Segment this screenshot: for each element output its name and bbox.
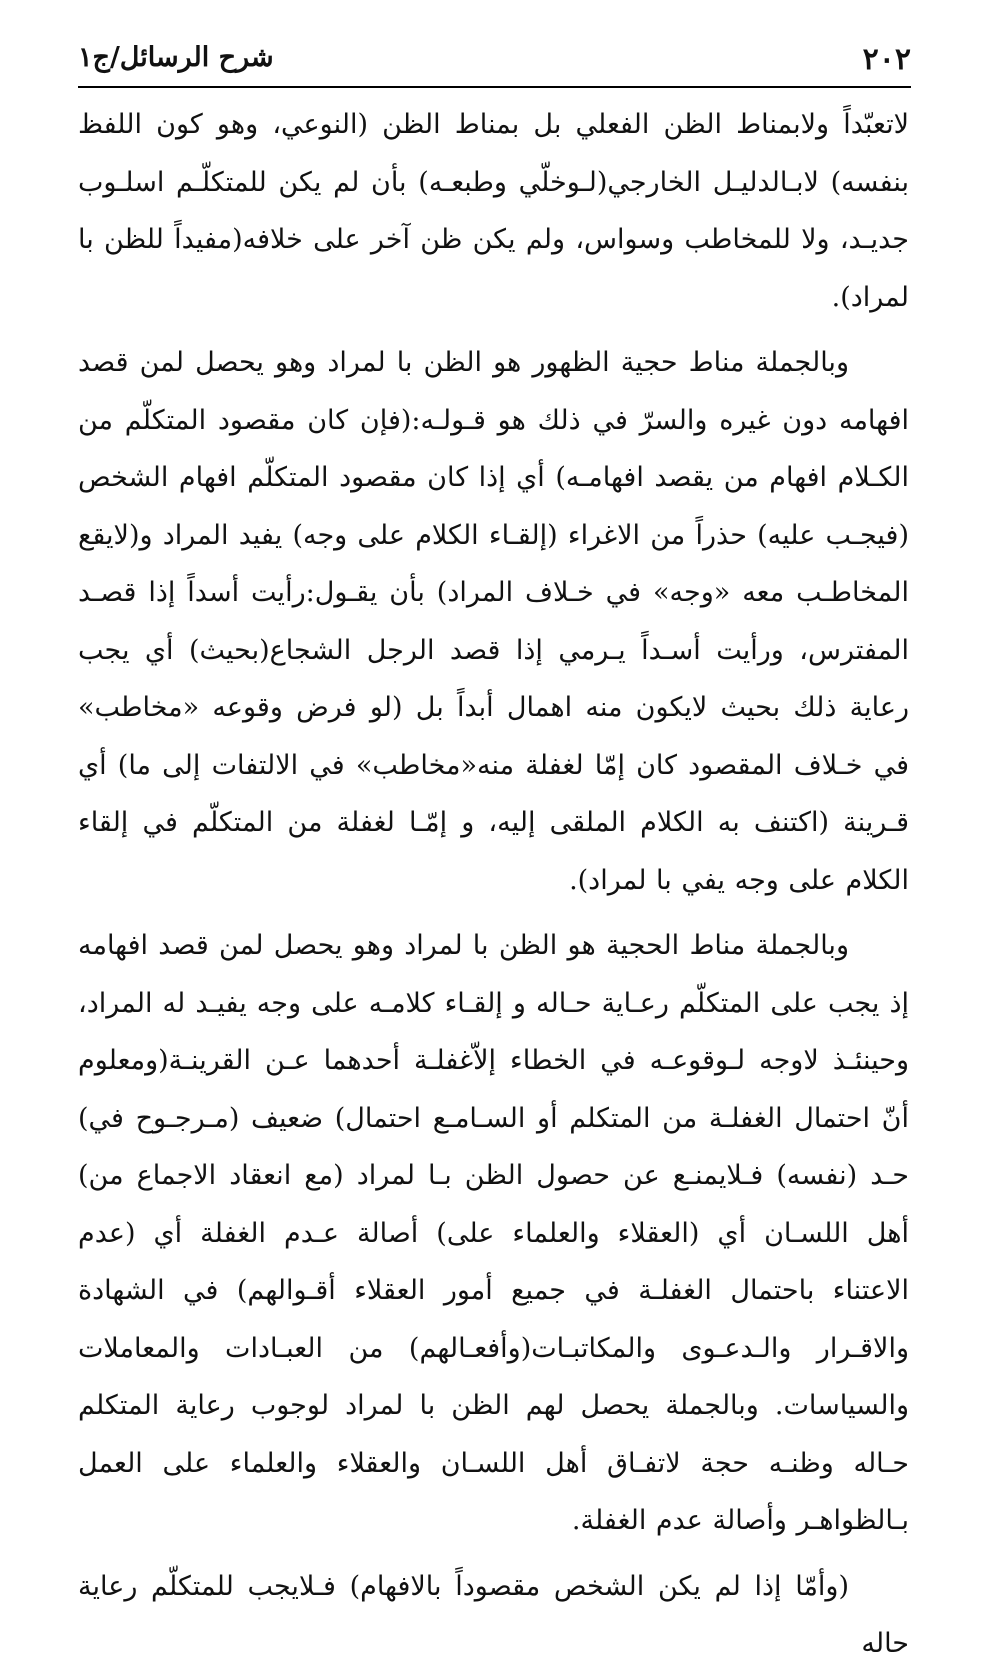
- paragraph-4: (وأمّا إذا لم يكن الشخص مقصوداً بالافهام) فـلايجب للمتكلّم رعاية حاله: [78, 1570, 909, 1659]
- body-text: [78, 96, 909, 1673]
- header-divider: [78, 86, 911, 88]
- paragraph-3: وبالجملة مناط الحجية هو الظن با لمراد وهو يحصل لمن قصد افهامه إذ يجب على المتكلّم رعـاية حـاله و إلقـاء كلامـه على وجه يفيـد له المراد، وحينئـذ لاوجه لـوقوعـه في الخطاء إلاّغفلـة أحدهما عـن القرينـة(ومعلوم أنّ احتمال الغفلـة من المتكلم أو السـامـع احتمال) ضعيف (مـرجـوح في) حـد (نفسه) فـلايمنـع عن حصول الظن بـا لمراد (مع انعقاد الاجماع من) أهل اللسـان أي (العقلاء والعلماء على) أصالة عـدم الغفلة أي (عدم الاعتناء باحتمال الغفلـة في جميع أمور العقلاء أقـوالهم) في الشهادة والاقـرار والـدعـوى والمكاتبـات(وأفعـالهم) من العبـادات والمعاملات والسياسات. وبالجملة يحصل لهم الظن با لمراد لوجوب رعاية المتكلم حـاله وظنـه حجة لاتفـاق أهل اللسـان والعقلاء والعلماء على العمل بـالظواهـر وأصالة عدم الغفلة.: [78, 930, 909, 1536]
- running-title: شرح الرسائل/ج١: [78, 42, 274, 73]
- paragraph-1: لاتعبّداً ولابمناط الظن الفعلي بل بمناط الظن (النوعي، وهو كون اللفظ بنفسه) لابـالدليـل الخارجي(لـوخلّي وطبعـه) بأن لم يكن للمتكلّـم اسلـوب جديـد، ولا للمخاطب وسواس، ولم يكن ظن آخر على خلافه(مفيداً للظن با لمراد).: [78, 109, 909, 313]
- page-number: ٢٠٢: [862, 42, 911, 77]
- page-header: [78, 40, 911, 88]
- paragraph-2: وبالجملة مناط حجية الظهور هو الظن با لمراد وهو يحصل لمن قصد افهامه دون غيره والسرّ في ذلك هو قـولـه:(فإن كان مقصود المتكلّم من الكـلام افهام من يقصد افهامـه) أي إذا كان مقصود المتكلّم افهام الشخص (فيجـب عليه) حذراً من الاغراء (إلقـاء الكلام على وجه) يفيد المراد و(لايقع المخاطـب معه «وجه» في خـلاف المراد) بأن يقـول:رأيت أسداً إذا قصـد المفترس، ورأيت أسـداً يـرمي إذا قصد الرجل الشجاع(بحيث) أي يجب رعاية ذلك بحيث لايكون منه اهمال أبداً بل (لو فرض وقوعه «مخاطب» في خـلاف المقصود كان إمّا لغفلة منه«مخاطب» في الالتفات إلى ما) أي قـرينة (اكتنف به الكلام الملقى إليه، و إمّـا لغفلة من المتكلّم في إلقاء الكلام على وجه يفي با لمراد).: [78, 347, 909, 896]
